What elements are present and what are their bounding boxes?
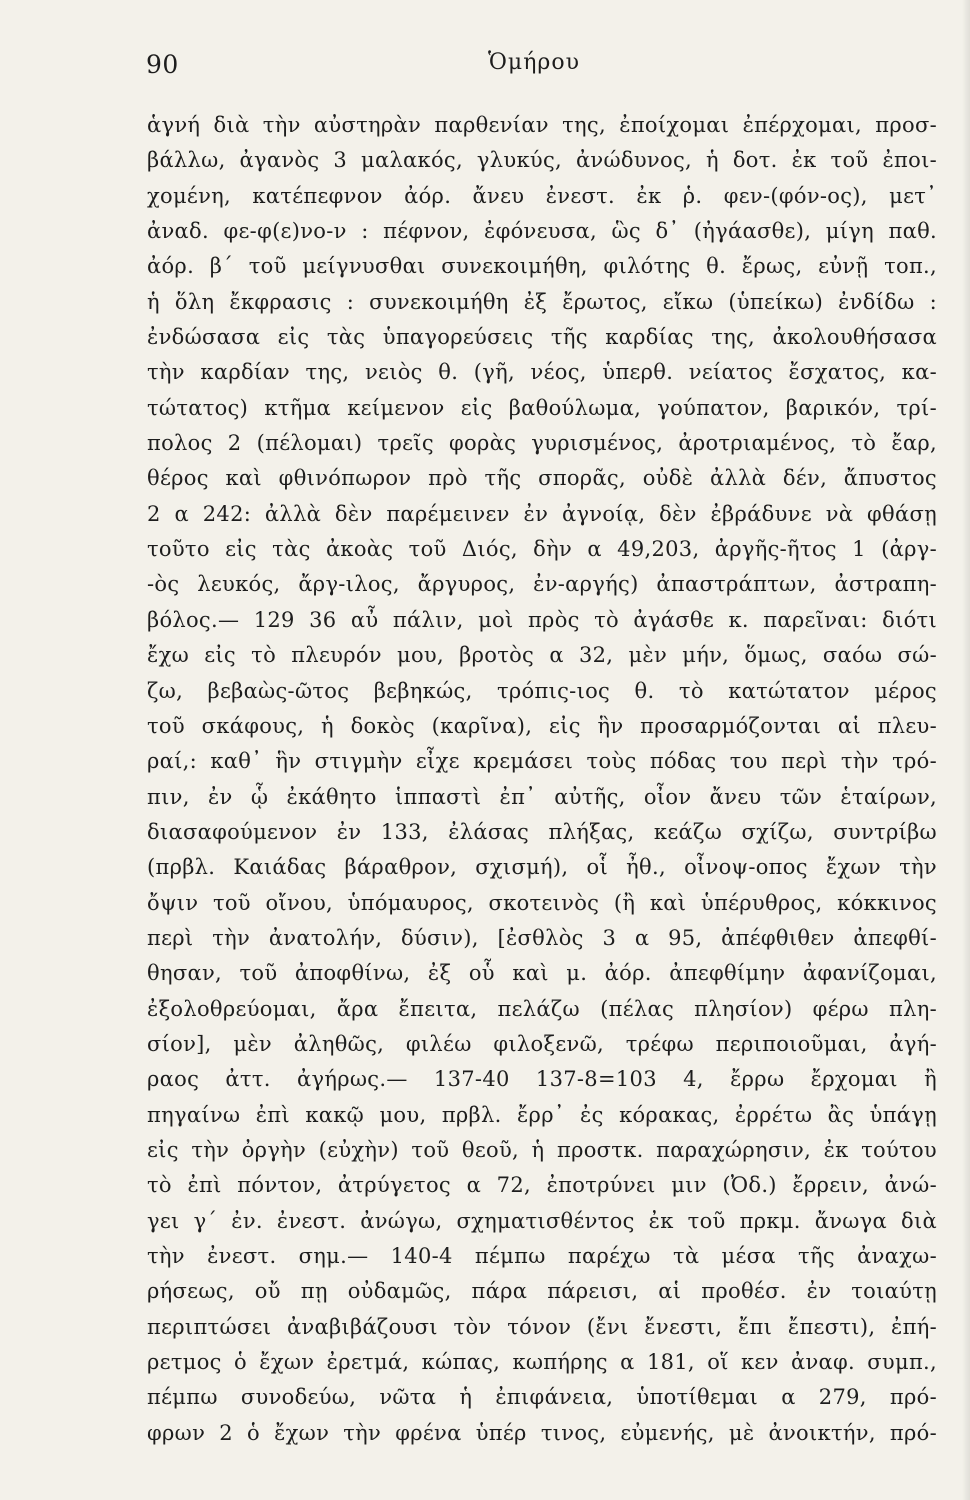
text-line: σίον], μὲν ἀληθῶς, φιλέω φιλοξενῶ, τρέφω περιποιοῦμαι, ἀγή-	[147, 1031, 937, 1056]
text-line: περὶ τὴν ἀνατολήν, δύσιν), [ἐσθλὸς 3 α 95, ἀπέφθιθεν ἀπεφθί-	[147, 925, 937, 950]
text-line: φρων 2 ὁ ἔχων τὴν φρένα ὑπέρ τινος, εὐμενής, μὲ ἀνοικτήν, πρό-	[147, 1420, 937, 1445]
text-line: ἔχω εἰς τὸ πλευρόν μου, βροτὸς α 32, μὲν μήν, ὅμως, σαόω σώ-	[147, 643, 937, 668]
text-line: -ὸς λευκός, ἄργ-ιλος, ἄργυρος, ἐν-αργής) ἀπαστράπτων, ἀστραπη-	[147, 572, 937, 597]
text-line: ἐνδώσασα εἰς τὰς ὑπαγορεύσεις τῆς καρδίας της, ἀκολουθήσασα	[147, 325, 937, 350]
text-line: ἁγνή διὰ τὴν αὐστηρὰν παρθενίαν της, ἐποίχομαι ἐπέρχομαι, προσ-	[147, 113, 937, 137]
text-line: τὸ ἐπὶ πόντον, ἀτρύγετος α 72, ἐποτρύνει μιν (Ὀδ.) ἔρρειν, ἀνώ-	[147, 1173, 937, 1198]
text-line: περιπτώσει ἀναβιβάζουσι τὸν τόνον (ἔνι ἔνεστι, ἔπι ἔπεστι), ἐπή-	[147, 1314, 937, 1339]
text-line: 2 α 242: ἀλλὰ δὲν παρέμεινεν ἐν ἀγνοίᾳ, δὲν ἐβράδυνε νὰ φθάσῃ	[147, 501, 937, 526]
text-line: ἀόρ. β΄ τοῦ μείγνυσθαι συνεκοιμήθη, φιλότης θ. ἔρως, εὐνῇ τοπ.,	[147, 254, 937, 279]
text-line: (πρβλ. Καιάδας βάραθρον, σχισμή), οἷ ἦθ., οἶνοψ-οπος ἔχων τὴν	[147, 855, 937, 880]
text-line: τὴν καρδίαν της, νειὸς θ. (γῆ, νέος, ὑπερθ. νείατος ἔσχατος, κα-	[147, 360, 937, 385]
page-edge-shadow	[962, 0, 970, 1500]
text-line: ἀναδ. φε-φ(ε)νο-ν : πέφνον, ἐφόνευσα, ὣς δ᾽ (ἠγάασθε), μίγη παθ.	[147, 219, 937, 244]
text-line: ρετμος ὁ ἔχων ἐρετμά, κώπας, κωπήρης α 181, οἵ κεν ἀναφ. συμπ.,	[147, 1350, 937, 1375]
text-line: τώτατος) κτῆμα κείμενον εἰς βαθούλωμα, γούπατον, βαρικόν, τρί-	[147, 395, 937, 420]
text-line: ρήσεως, οὔ πῃ οὐδαμῶς, πάρα πάρεισι, αἱ προθέσ. ἐν τοιαύτῃ	[147, 1279, 937, 1304]
page-number: 90	[146, 50, 179, 79]
text-line: γει γ΄ ἐν. ἐνεστ. ἀνώγω, σχηματισθέντος ἐκ τοῦ πρκμ. ἄνωγα διὰ	[147, 1208, 937, 1233]
text-line: θέρος καὶ φθινόπωρον πρὸ τῆς σπορᾶς, οὐδὲ ἀλλὰ δέν, ἄπυστος	[147, 466, 937, 491]
text-line: ραος ἀττ. ἀγήρως.— 137-40 137-8=103 4, ἔρρω ἔρχομαι ἢ	[147, 1067, 937, 1092]
text-line: βόλος.— 129 36 αὖ πάλιν, μοὶ πρὸς τὸ ἀγάσθε κ. παρεῖναι: διότι	[147, 607, 937, 632]
text-line: τοῦ σκάφους, ἡ δοκὸς (καρῖνα), εἰς ἣν προσαρμόζονται αἱ πλευ-	[147, 713, 937, 738]
text-line: θησαν, τοῦ ἀποφθίνω, ἐξ οὗ καὶ μ. ἀόρ. ἀπεφθίμην ἀφανίζομαι,	[147, 961, 937, 986]
text-line: πέμπω συνοδεύω, νῶτα ἡ ἐπιφάνεια, ὑποτίθεμαι α 279, πρό-	[147, 1385, 937, 1410]
commentary-text	[147, 108, 937, 1451]
text-line: ραί,: καθ᾽ ἣν στιγμὴν εἶχε κρεμάσει τοὺς πόδας του περὶ τὴν τρό-	[147, 749, 937, 774]
text-line: τὴν ἐνεστ. σημ.— 140-4 πέμπω παρέχω τὰ μέσα τῆς ἀναχω-	[147, 1244, 937, 1268]
text-line: ὄψιν τοῦ οἴνου, ὑπόμαυρος, σκοτεινὸς (ἢ καὶ ὑπέρυθρος, κόκκινος	[147, 890, 937, 915]
running-title: Ὁμήρου	[488, 50, 580, 75]
text-line: πηγαίνω ἐπὶ κακῷ μου, πρβλ. ἔρρ᾽ ἐς κόρακας, ἐρρέτω ἂς ὑπάγῃ	[147, 1102, 937, 1127]
text-line: πολος 2 (πέλομαι) τρεῖς φορὰς γυρισμένος, ἀροτριαμένος, τὸ ἔαρ,	[147, 431, 937, 456]
text-line: ἡ ὅλη ἔκφρασις : συνεκοιμήθη ἐξ ἔρωτος, εἴκω (ὑπείκω) ἐνδίδω :	[147, 289, 937, 314]
text-line: ἐξολοθρεύομαι, ἄρα ἔπειτα, πελάζω (πέλας πλησίον) φέρω πλη-	[147, 996, 937, 1021]
text-line: διασαφούμενον ἐν 133, ἐλάσας πλήξας, κεάζω σχίζω, συντρίβω	[147, 819, 937, 844]
text-line: χομένη, κατέπεφνον ἀόρ. ἄνευ ἐνεστ. ἐκ ῥ. φεν-(φόν-ος), μετ᾽	[147, 183, 937, 208]
text-line: ζω, βεβαὼς-ῶτος βεβηκώς, τρόπις-ιος θ. τὸ κατώτατον μέρος	[147, 678, 937, 703]
text-line: εἰς τὴν ὀργὴν (εὐχὴν) τοῦ θεοῦ, ἡ προστκ. παραχώρησιν, ἐκ τούτου	[147, 1137, 937, 1162]
text-line: τοῦτο εἰς τὰς ἀκοὰς τοῦ Διός, δὴν α 49,203, ἀργῆς-ῆτος 1 (ἀργ-	[147, 537, 937, 562]
text-line: βάλλω, ἀγανὸς 3 μαλακός, γλυκύς, ἀνώδυνος, ἡ δοτ. ἐκ τοῦ ἐποι-	[147, 148, 937, 173]
text-line: πιν, ἐν ᾧ ἐκάθητο ἱππαστὶ ἐπ᾽ αὐτῆς, οἶον ἄνευ τῶν ἑταίρων,	[147, 784, 937, 809]
